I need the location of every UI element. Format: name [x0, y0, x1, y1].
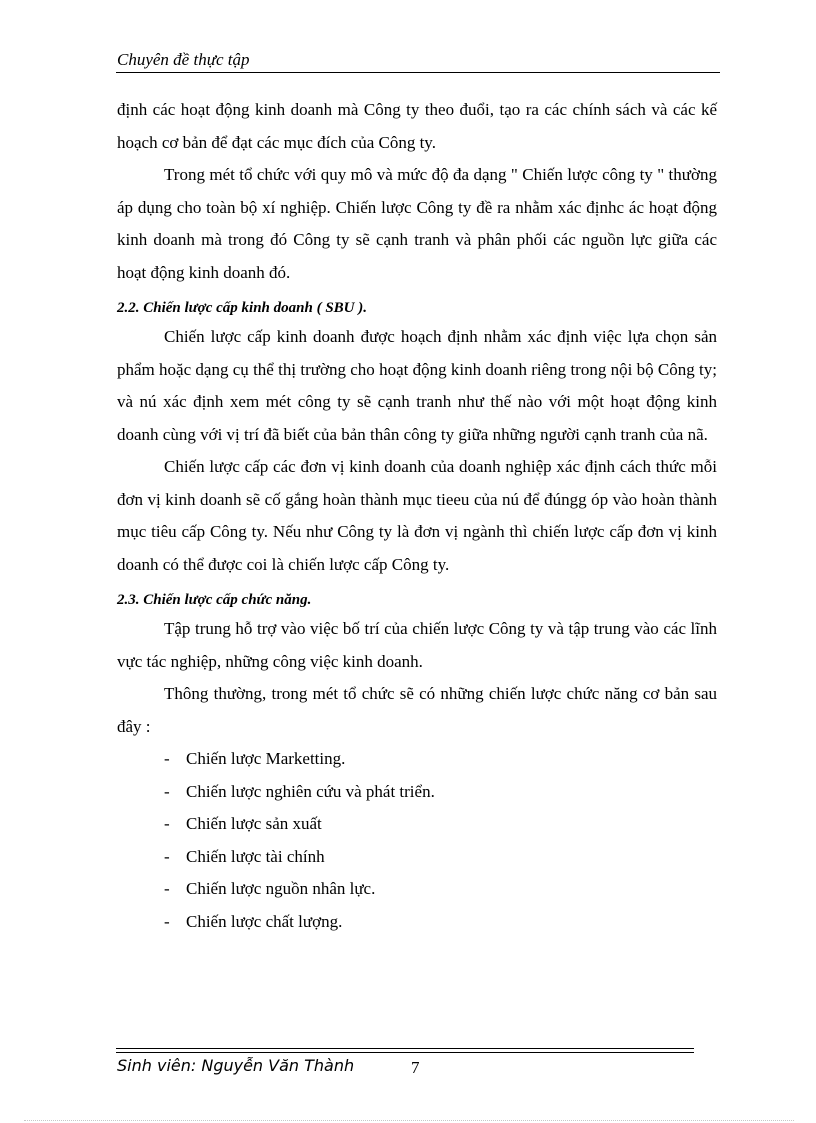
footer-author: Sinh viên: Nguyễn Văn Thành: [117, 1056, 355, 1075]
bullet-dash: -: [164, 846, 170, 866]
strategy-list: [117, 743, 717, 938]
list-item-text: Chiến lược chất lượng.: [186, 911, 343, 931]
list-item: [117, 841, 717, 874]
header-rule: [116, 72, 720, 73]
body-text: [117, 94, 717, 938]
bullet-dash: -: [164, 814, 170, 833]
footer-rule: [116, 1048, 694, 1049]
list-item-text: Chiến lược nguồn nhân lực.: [186, 879, 376, 898]
list-item: [117, 743, 717, 776]
footer-rule: [116, 1052, 694, 1053]
bullet-dash: -: [164, 781, 170, 801]
section-heading-2-3: 2.3. Chiến lược cấp chức năng.: [117, 592, 312, 608]
list-item-text: Chiến lược Marketting.: [186, 749, 346, 768]
paragraph-1: định các hoạt động kinh doanh mà Công ty theo đuổi, tạo ra các chính sách và các kế hoạch cơ bản để đạt các mục đích của Công ty.: [117, 100, 717, 152]
list-item-text: Chiến lược tài chính: [186, 846, 325, 866]
list-item: [117, 808, 717, 841]
paragraph-3: Chiến lược cấp kinh doanh được hoạch định nhằm xác định việc lựa chọn sản phẩm hoặc dạng cụ thể thị trường cho hoạt động kinh doanh riêng trong nội bộ Công ty; và nú xác định xem mét công ty sẽ cạnh tranh như thế nào với một hoạt động kinh doanh cùng với vị trí đã biết của bản thân công ty giữa những người cạnh tranh của nã.: [117, 327, 717, 444]
paragraph-5: Tập trung hỗ trợ vào việc bố trí của chiến lược Công ty và tập trung vào các lĩnh vực tác nghiệp, những công việc kinh doanh.: [117, 619, 717, 671]
bullet-dash: -: [164, 879, 170, 898]
page-edge-divider: [24, 1120, 794, 1121]
list-item-text: Chiến lược sản xuất: [186, 814, 322, 833]
bullet-dash: -: [164, 911, 170, 931]
list-item: [117, 906, 717, 939]
paragraph-4: Chiến lược cấp các đơn vị kinh doanh của doanh nghiệp xác định cách thức mỗi đơn vị kinh doanh sẽ cố gắng hoàn thành mục tieeu của nú để đúngg óp vào hoàn thành mục tiêu cấp Công ty. Nếu như Công ty là đơn vị ngành thì chiến lược cấp đơn vị kinh doanh có thể được coi là chiến lược cấp Công ty.: [117, 457, 717, 574]
list-item-text: Chiến lược nghiên cứu và phát triển.: [186, 781, 435, 801]
section-heading-2-2: 2.2. Chiến lược cấp kinh doanh ( SBU ).: [117, 300, 367, 316]
header-title: Chuyên đề thực tập: [117, 50, 250, 69]
paragraph-2: Trong mét tổ chức với quy mô và mức độ đa dạng " Chiến lược công ty " thường áp dụng cho toàn bộ xí nghiệp. Chiến lược Công ty đề ra nhằm xác địnhc ác hoạt động kinh doanh mà trong đó Công ty sẽ cạnh tranh và phân phối các nguồn lực giữa các hoạt động kinh doanh đó.: [117, 165, 717, 282]
page-number: 7: [411, 1058, 420, 1077]
list-item: [117, 776, 717, 809]
list-item: [117, 873, 717, 906]
bullet-dash: -: [164, 749, 170, 768]
paragraph-6: Thông thường, trong mét tổ chức sẽ có những chiến lược chức năng cơ bản sau đây :: [117, 684, 717, 736]
